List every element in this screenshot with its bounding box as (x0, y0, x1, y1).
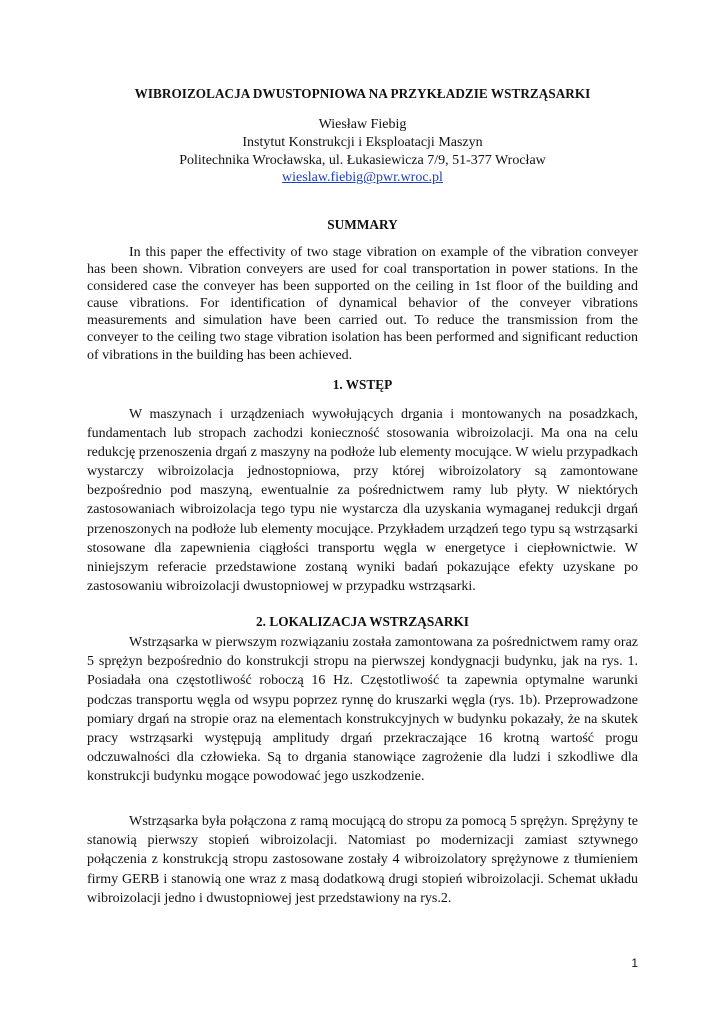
author-email-link[interactable]: wieslaw.fiebig@pwr.wroc.pl (282, 170, 443, 186)
author-address: Politechnika Wrocławska, ul. Łukasiewicza 7/9, 51-377 Wrocław (179, 152, 546, 168)
section-2-paragraph-2: Wstrząsarka była połączona z ramą mocującą do stropu za pomocą 5 sprężyn. Sprężyny te stanowią pierwszy stopień wibroizolacji. Natomiast po modernizacji zamiast sztywnego połączenia z konstrukcją stropu zastosowane zostały 4 wibroizolatory sprężynowe z tłumieniem firmy GERB i stanowią one wraz z masą dodatkową drugi stopień wibroizolacji. Schemat układu wibroizolacji jedno i dwustopniowej jest przedstawiony na rys.2. (87, 814, 638, 906)
summary-heading: SUMMARY (327, 217, 398, 232)
section-2-paragraph-1: Wstrząsarka w pierwszym rozwiązaniu została zamontowana za pośrednictwem ramy oraz 5 sprężyn bezpośrednio do konstrukcji stropu na pierwszej kondygnacji budynku, jak na rys. 1. Posiadała ona częstotliwość roboczą 16 Hz. Częstotliwość ta zapewnia optymalne warunki podczas transportu węgla od wsypu poprzez rynnę do kruszarki węgla (rys. 1b). Przeprowadzone pomiary drgań na stropie oraz na elementach konstrukcyjnych w budynku pokazały, że na skutek pracy wstrząsarki występują amplitudy drgań przekraczające 16 krotną wartość progu odczuwalności dla człowieka. Są to drgania stanowiące zagrożenie dla ludzi i szkodliwe dla konstrukcji budynku mogące powodować jego uszkodzenie. (87, 635, 638, 785)
author-block (87, 116, 638, 187)
section-2-heading: 2. LOKALIZACJA WSTRZĄSARKI (256, 614, 469, 629)
page-number: 1 (631, 956, 638, 970)
author-name: Wiesław Fiebig (318, 117, 407, 132)
summary-paragraph: In this paper the effectivity of two stage vibration on example of the vibration conveyer has been shown. Vibration conveyers are used for coal transportation in power stations. In the considered case the conveyer has been supported on the ceiling in 1st floor of the building and cause vibrations. For identification of dynamical behavior of the conveyer vibrations measurements and simulation have been carried out. To reduce the transmission from the conveyer to the ceiling two stage vibration isolation has been performed and significant reduction of vibrations in the building has been achieved. (87, 245, 638, 363)
section-1-heading: 1. WSTĘP (332, 377, 393, 392)
section-1-paragraph: W maszynach i urządzeniach wywołujących drgania i montowanych na posadzkach, fundamentach lub stropach zachodzi konieczność stosowania wibroizolacji. Ma ona na celu redukcję przenoszenia drgań z maszyny na podłoże lub elementy mocujące. W wielu przypadkach wystarczy wibroizolacja jednostopniowa, przy której wibroizolatory są zamontowane bezpośrednio pod maszyną, ewentualnie za pośrednictwem ramy lub płyty. W niektórych zastosowaniach wibroizolacja tego typu nie wystarcza dla uzyskania wymaganej redukcji drgań przenoszonych na podłoże lub elementy mocujące. Przykładem urządzeń tego typu są wstrząsarki stosowane dla zapewnienia ciągłości transportu węgla w energetyce i ciepłownictwie. W niniejszym referacie przedstawione zostaną wyniki badań pokazujące efekty uzyskane po zastosowaniu wibroizolacji dwustopniowej w przypadku wstrząsarki. (87, 407, 638, 594)
author-institute: Instytut Konstrukcji i Eksploatacji Maszyn (242, 134, 483, 150)
paper-title: WIBROIZOLACJA DWUSTOPNIOWA NA PRZYKŁADZIE WSTRZĄSARKI (134, 86, 591, 101)
